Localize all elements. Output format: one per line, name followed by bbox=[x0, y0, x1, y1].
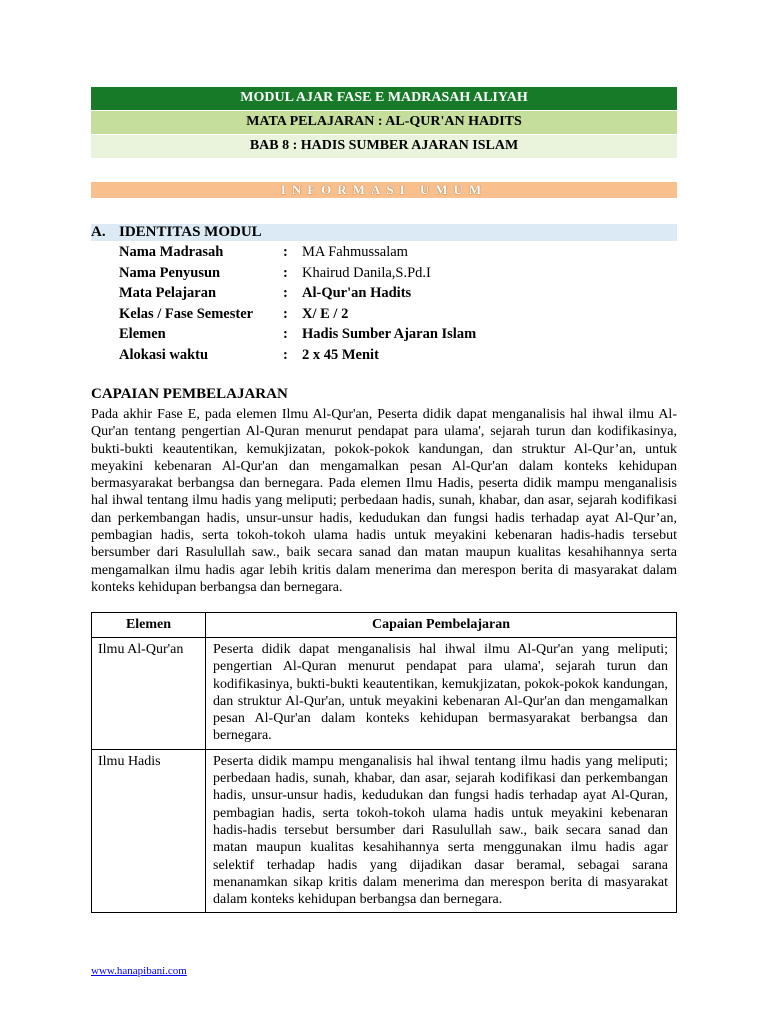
identitas-label: Mata Pelajaran bbox=[119, 285, 217, 301]
section-informasi-umum: INFORMASI UMUM bbox=[91, 182, 677, 198]
column-header-elemen: Elemen bbox=[92, 613, 206, 638]
table-header-row bbox=[92, 613, 677, 638]
cell-capaian: Peserta didik dapat menganalisis hal ihwal ilmu Al-Qur'an yang meliputi; pengertian Al-Quran menurut pendapat para ulama', sejarah turun dan kodifikasinya, bukti-bukti keautentikan, kemukjizatan, pokok-pokok kandungan, dan struktur Al-Qur'an, untuk meyakini kebenaran Al-Qur'an dan mengamalkan pesan Al-Qur'an dalam konteks kehidupan bermasyarakat berbangsa dan bernegara. bbox=[206, 638, 677, 750]
header-title: MODUL AJAR FASE E MADRASAH ALIYAH bbox=[91, 87, 677, 110]
identitas-row bbox=[119, 283, 679, 304]
header-subject: MATA PELAJARAN : AL-QUR'AN HADITS bbox=[91, 111, 677, 134]
identitas-letter: A. bbox=[91, 224, 106, 240]
identitas-value: Khairud Danila,S.Pd.I bbox=[302, 264, 431, 281]
identitas-value: X/ E / 2 bbox=[302, 305, 349, 322]
identitas-title: IDENTITAS MODUL bbox=[119, 224, 262, 240]
identitas-colon: : bbox=[283, 346, 288, 363]
identitas-colon: : bbox=[283, 264, 288, 281]
cell-elemen: Ilmu Al-Qur'an bbox=[92, 638, 206, 750]
identitas-row bbox=[119, 324, 679, 345]
identitas-heading bbox=[91, 224, 677, 241]
cell-capaian: Peserta didik mampu menganalisis hal ihwal tentang ilmu hadis yang meliputi; perbedaan hadis, sunah, khabar, dan asar, sejarah kodifikasi dan perkembangan hadis, unsur-unsur hadis, kedudukan dan fungsi hadis terhadap ayat Al-Quran, pembagian hadis, serta tokoh-tokoh ulama hadis untuk meyakini kebenaran hadis-hadis tersebut bersumber dari Rasulullah saw., baik secara sanad dan matan maupun kualitas kesahihannya serta menggunakan ilmu hadis agar selektif terhadap hadis yang dijadikan dasar beramal, sebagai sarana menanamkan sikap kritis dalam menerima dan merespon berita di masyarakat dalam konteks kehidupan berbangsa dan bernegara. bbox=[206, 749, 677, 913]
header-chapter: BAB 8 : HADIS SUMBER AJARAN ISLAM bbox=[91, 135, 677, 158]
identitas-colon: : bbox=[283, 244, 288, 260]
identitas-row bbox=[119, 304, 679, 325]
identitas-row bbox=[119, 242, 679, 263]
identitas-value: Hadis Sumber Ajaran Islam bbox=[302, 326, 477, 342]
table-row bbox=[92, 749, 677, 913]
footer-link[interactable]: www.hanapibani.com bbox=[91, 965, 187, 977]
identitas-value: 2 x 45 Menit bbox=[302, 346, 379, 363]
identitas-colon: : bbox=[283, 285, 288, 301]
cell-elemen: Ilmu Hadis bbox=[92, 749, 206, 913]
identitas-colon: : bbox=[283, 305, 288, 322]
identitas-label: Alokasi waktu bbox=[119, 346, 209, 363]
capaian-heading: CAPAIAN PEMBELAJARAN bbox=[91, 386, 288, 402]
capaian-table bbox=[91, 612, 677, 913]
identitas-list bbox=[119, 242, 679, 365]
identitas-colon: : bbox=[283, 326, 288, 342]
identitas-label: Nama Penyusun bbox=[119, 264, 221, 281]
column-header-capaian: Capaian Pembelajaran bbox=[206, 613, 677, 638]
identitas-label: Elemen bbox=[119, 326, 166, 342]
identitas-row bbox=[119, 263, 679, 284]
identitas-row bbox=[119, 345, 679, 366]
identitas-label: Nama Madrasah bbox=[119, 244, 224, 260]
capaian-paragraph: Pada akhir Fase E, pada elemen Ilmu Al-Qur'an, Peserta didik dapat menganalisis hal ihwal ilmu Al-Qur'an tentang pengertian Al-Quran menurut pendapat para ulama', sejarah turun dan kodifikasinya, bukti-bukti keautentikan, kemukjizatan, pokok-pokok kandungan, dan struktur Al-Qur’an, untuk meyakini kebenaran Al-Qur'an dan mengamalkan pesan Al-Qur'an dalam konteks kehidupan bermasyarakat berbangsa dan bernegara. Pada elemen Ilmu Hadis, peserta didik mampu menganalisis hal ihwal tentang ilmu hadis yang meliputi; perbedaan hadis, sunah, khabar, dan asar, sejarah kodifikasi dan perkembangan hadis, unsur-unsur hadis, kedudukan dan fungsi hadis terhadap ayat Al-Qur’an, pembagian hadis, serta tokoh-tokoh ulama hadis untuk meyakini kebenaran hadis-hadis tersebut bersumber dari Rasulullah saw., baik secara sanad dan matan maupun kualitas kesahihannya serta mengamalkan ilmu hadis agar lebih kritis dalam menerima dan merespon berita di masyarakat dalam konteks kehidupan berbangsa dan bernegara. bbox=[91, 407, 677, 595]
identitas-value: MA Fahmussalam bbox=[302, 244, 408, 260]
table-row bbox=[92, 638, 677, 750]
identitas-value: Al-Qur'an Hadits bbox=[302, 285, 412, 301]
identitas-label: Kelas / Fase Semester bbox=[119, 305, 254, 322]
